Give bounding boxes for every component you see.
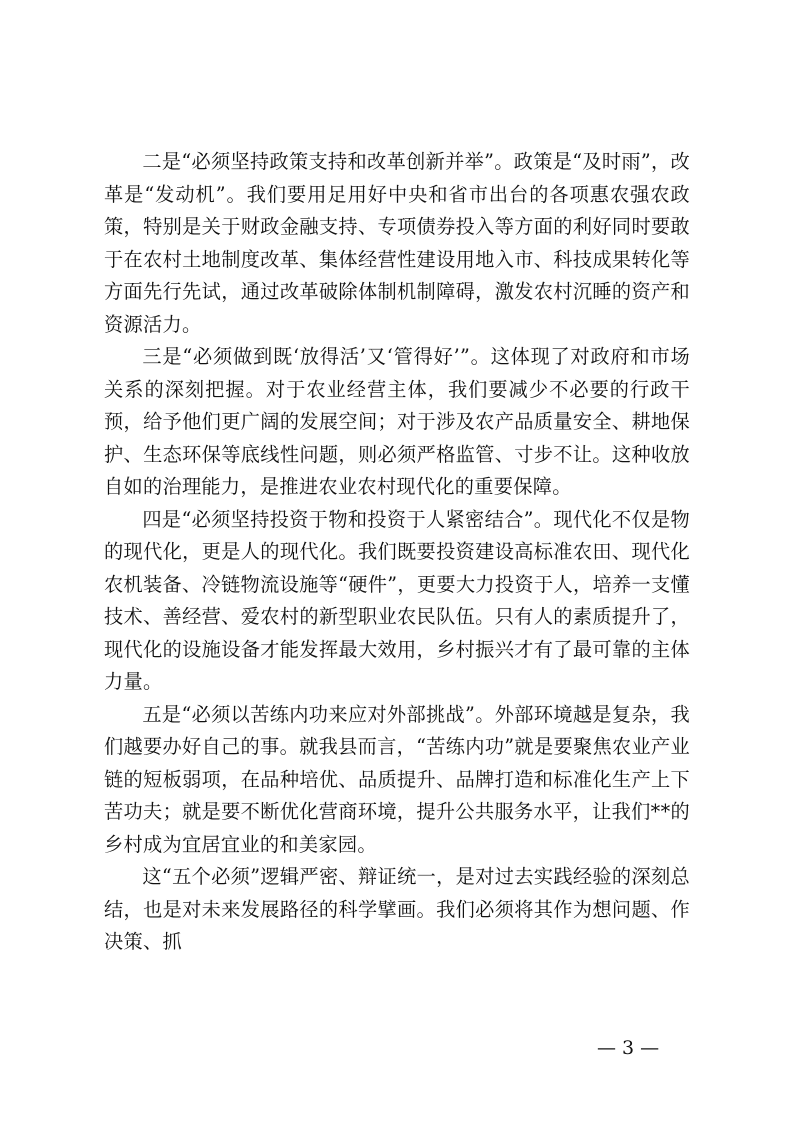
paragraph-fifth-must: 五是“必须以苦练内功来应对外部挑战”。外部环境越是复杂，我们越要办好自己的事。就我县而言，“苦练内功”就是要聚焦农业产业链的短板弱项，在品种培优、品质提升、品牌打造和标准化生产上下苦功夫；就是要不断优化营商环境，提升公共服务水平，让我们**的乡村成为宜居宜业的和美家园。 xyxy=(104,702,690,856)
paragraph-third-must: 三是“必须做到既‘放得活’又‘管得好’”。这体现了对政府和市场关系的深刻把握。对于农业经营主体，我们要减少不必要的行政干预，给予他们更广阔的发展空间；对于涉及农产品质量安全、耕地保护、生态环保等底线性问题，则必须严格监管、寸步不让。这种收放自如的治理能力，是推进农业农村现代化的重要保障。 xyxy=(104,345,690,498)
page-number: — 3 — xyxy=(597,1037,660,1059)
paragraph-second-must: 二是“必须坚持政策支持和改革创新并举”。政策是“及时雨”，改革是“发动机”。我们要用足用好中央和省市出台的各项惠农强农政策，特别是关于财政金融支持、专项债券投入等方面的利好同时要敢于在农村土地制度改革、集体经营性建设用地入市、科技成果转化等方面先行先试，通过改革破除体制机制障碍，激发农村沉睡的资产和资源活力。 xyxy=(104,150,690,336)
paragraph-summary: 这“五个必须”逻辑严密、辩证统一，是对过去实践经验的深刻总结，也是对未来发展路径的科学擘画。我们必须将其作为想问题、作决策、抓 xyxy=(104,865,690,953)
body-text xyxy=(104,146,690,959)
paragraph-fourth-must: 四是“必须坚持投资于物和投资于人紧密结合”。现代化不仅是物的现代化，更是人的现代化。我们既要投资建设高标准农田、现代化农机装备、冷链物流设施等“硬件”，更要大力投资于人，培养一支懂技术、善经营、爱农村的新型职业农民队伍。只有人的素质提升了，现代化的设施设备才能发挥最大效用，乡村振兴才有了最可靠的主体力量。 xyxy=(104,507,690,693)
